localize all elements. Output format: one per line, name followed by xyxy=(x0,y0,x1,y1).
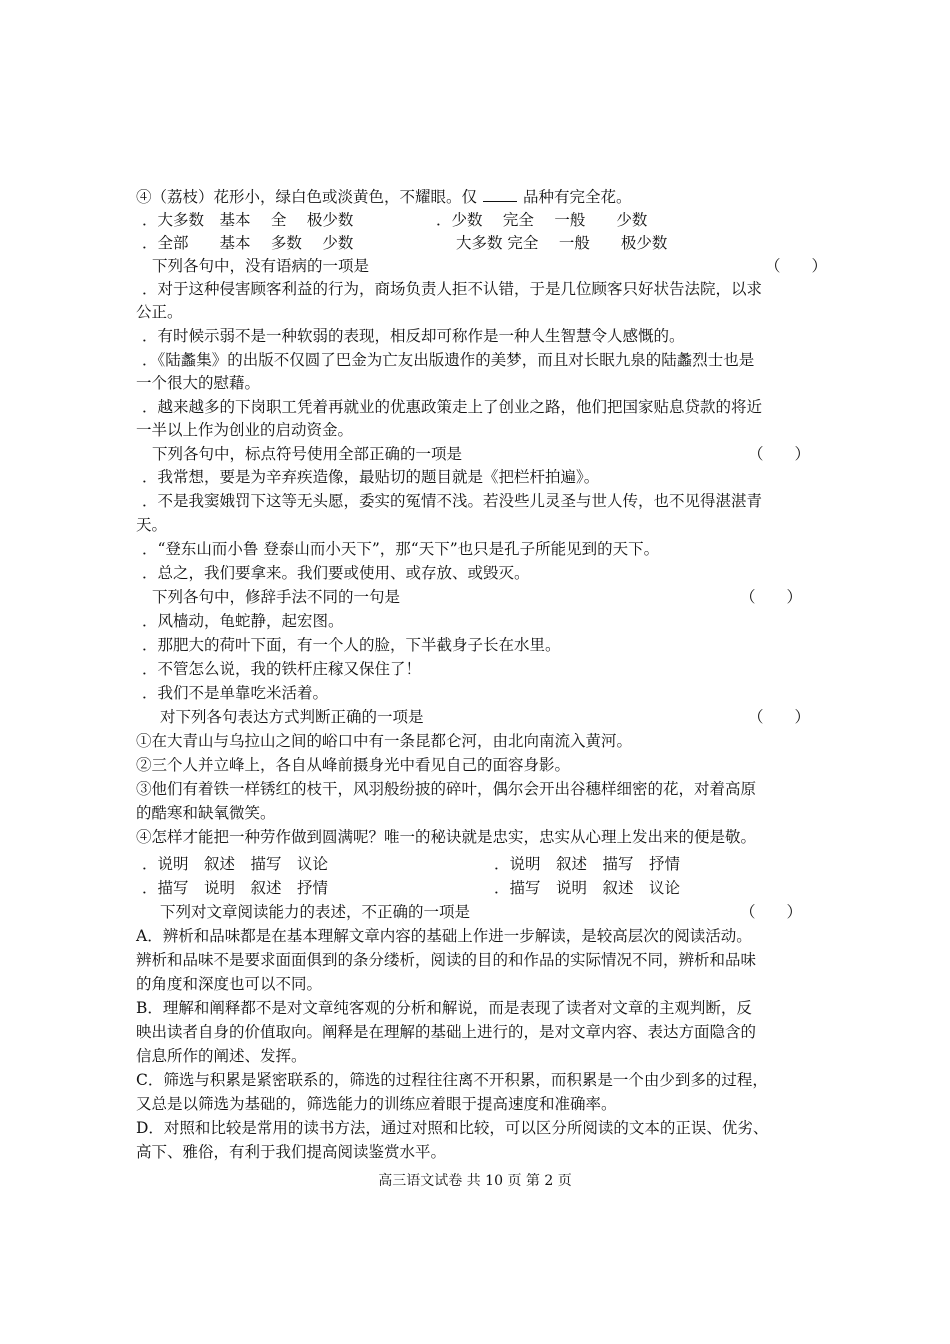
punct-answer-paren[interactable]: （ ） xyxy=(748,445,811,463)
lychee-option-row2-right: 大多数 完全 一般 极少数 xyxy=(456,234,668,252)
expression-sentence: ③他们有着铁一样锈红的枝干，风羽般纷披的碎叶，偶尔会开出谷穗样细密的花，对着高原 xyxy=(136,780,757,798)
reading-line: 信息所作的阐述、发挥。 xyxy=(136,1047,307,1065)
expression-option-row2-right: ．描写 说明 叙述 议论 xyxy=(494,879,681,897)
punct-line: ．“登东山而小鲁 登泰山而小天下”，那“天下”也只是孔子所能见到的天下。 xyxy=(142,540,660,558)
expression-sentence: ②三个人并立峰上，各自从峰前摄身光中看见自己的面容身影。 xyxy=(136,756,571,774)
punct-question-stem: 下列各句中，标点符号使用全部正确的一项是 xyxy=(152,445,463,463)
answer-blank[interactable] xyxy=(483,187,517,202)
lychee-question-line: ④（荔枝）花形小，绿白色或淡黄色，不耀眼。仅 品种有完全花。 xyxy=(136,188,632,206)
grammar-line: 一个很大的慰藉。 xyxy=(136,374,261,392)
expression-option-row1-left: ．说明 叙述 描写 议论 xyxy=(142,855,329,873)
lychee-option-row1-left: ．大多数 基本 全 极少数 xyxy=(142,211,354,229)
grammar-line: 公正。 xyxy=(136,303,183,321)
rhetoric-question-stem: 下列各句中，修辞手法不同的一句是 xyxy=(152,588,401,606)
expression-option-row2-left: ．描写 说明 叙述 抒情 xyxy=(142,879,329,897)
reading-answer-paren[interactable]: （ ） xyxy=(740,903,803,921)
expression-sentence: ④怎样才能把一种劳作做到圆满呢？唯一的秘诀就是忠实，忠实从心理上发出来的便是敬。 xyxy=(136,828,757,846)
rhetoric-line: ．风樯动，龟蛇静，起宏图。 xyxy=(142,612,344,630)
reading-question-stem: 下列对文章阅读能力的表述，不正确的一项是 xyxy=(160,903,471,921)
grammar-line: 一半以上作为创业的启动资金。 xyxy=(136,421,354,439)
expression-sentence: 的酷寒和缺氧微笑。 xyxy=(136,804,276,822)
grammar-answer-paren[interactable]: （ ） xyxy=(765,257,828,275)
reading-option-d: D．对照和比较是常用的读书方法，通过对照和比较，可以区分所阅读的文本的正误、优劣、 xyxy=(136,1119,769,1137)
rhetoric-line: ．那肥大的荷叶下面，有一个人的脸，下半截身子长在水里。 xyxy=(142,636,561,654)
reading-option-b: B．理解和阐释都不是对文章纯客观的分析和解说，而是表现了读者对文章的主观判断，反 xyxy=(136,999,752,1017)
reading-line: 映出读者自身的价值取向。阐释是在理解的基础上进行的，是对文章内容、表达方面隐含的 xyxy=(136,1023,757,1041)
grammar-line: ．越来越多的下岗职工凭着再就业的优惠政策走上了创业之路，他们把国家贴息贷款的将近 xyxy=(142,398,763,416)
expression-sentence: ①在大青山与乌拉山之间的峪口中有一条昆都仑河，由北向南流入黄河。 xyxy=(136,732,633,750)
page-footer: 高三语文试卷 共 10 页 第 2 页 xyxy=(378,1173,572,1189)
punct-line: ．我常想，要是为辛弃疾造像，最贴切的题目就是《把栏杆拍遍》。 xyxy=(142,468,600,486)
rhetoric-line: ．我们不是单靠吃米活着。 xyxy=(142,684,329,702)
rhetoric-answer-paren[interactable]: （ ） xyxy=(740,588,803,606)
rhetoric-line: ．不管怎么说，我的铁杆庄稼又保住了！ xyxy=(142,660,422,678)
grammar-question-stem: 下列各句中，没有语病的一项是 xyxy=(152,257,370,275)
reading-line: 的角度和深度也可以不同。 xyxy=(136,975,323,993)
reading-line: 高下、雅俗，有利于我们提高阅读鉴赏水平。 xyxy=(136,1143,447,1161)
reading-option-c: C．筛选与积累是紧密联系的，筛选的过程往往离不开积累，而积累是一个由少到多的过程， xyxy=(136,1071,768,1089)
reading-option-a: A．辨析和品味都是在基本理解文章内容的基础上作进一步解读，是较高层次的阅读活动。 xyxy=(136,927,752,945)
expression-answer-paren[interactable]: （ ） xyxy=(748,708,811,726)
lychee-option-row2-left: ．全部 基本 多数 少数 xyxy=(142,234,354,252)
grammar-line: ．对于这种侵害顾客利益的行为，商场负责人拒不认错，于是几位顾客只好状告法院，以求 xyxy=(142,280,763,298)
punct-line: 天。 xyxy=(136,516,168,534)
expression-option-row1-right: ．说明 叙述 描写 抒情 xyxy=(494,855,681,873)
grammar-line: ．《陆蠡集》的出版不仅圆了巴金为亡友出版遗作的美梦，而且对长眠九泉的陆蠡烈士也是 xyxy=(142,351,755,369)
punct-line: ．总之，我们要拿来。我们要或使用、或存放、或毁灭。 xyxy=(142,564,530,582)
reading-line: 又总是以筛选为基础的，筛选能力的训练应着眼于提高速度和准确率。 xyxy=(136,1095,617,1113)
expression-question-stem: 对下列各句表达方式判断正确的一项是 xyxy=(160,708,424,726)
reading-line: 辨析和品味不是要求面面俱到的条分缕析，阅读的目的和作品的实际情况不同，辨析和品味 xyxy=(136,951,757,969)
punct-line: ．不是我窦娥罚下这等无头愿，委实的冤情不浅。若没些儿灵圣与世人传，也不见得湛湛青 xyxy=(142,492,763,510)
lychee-option-row1-right: ．少数 完全 一般 少数 xyxy=(436,211,648,229)
grammar-line: ．有时候示弱不是一种软弱的表现，相反却可称作是一种人生智慧令人感慨的。 xyxy=(142,327,685,345)
